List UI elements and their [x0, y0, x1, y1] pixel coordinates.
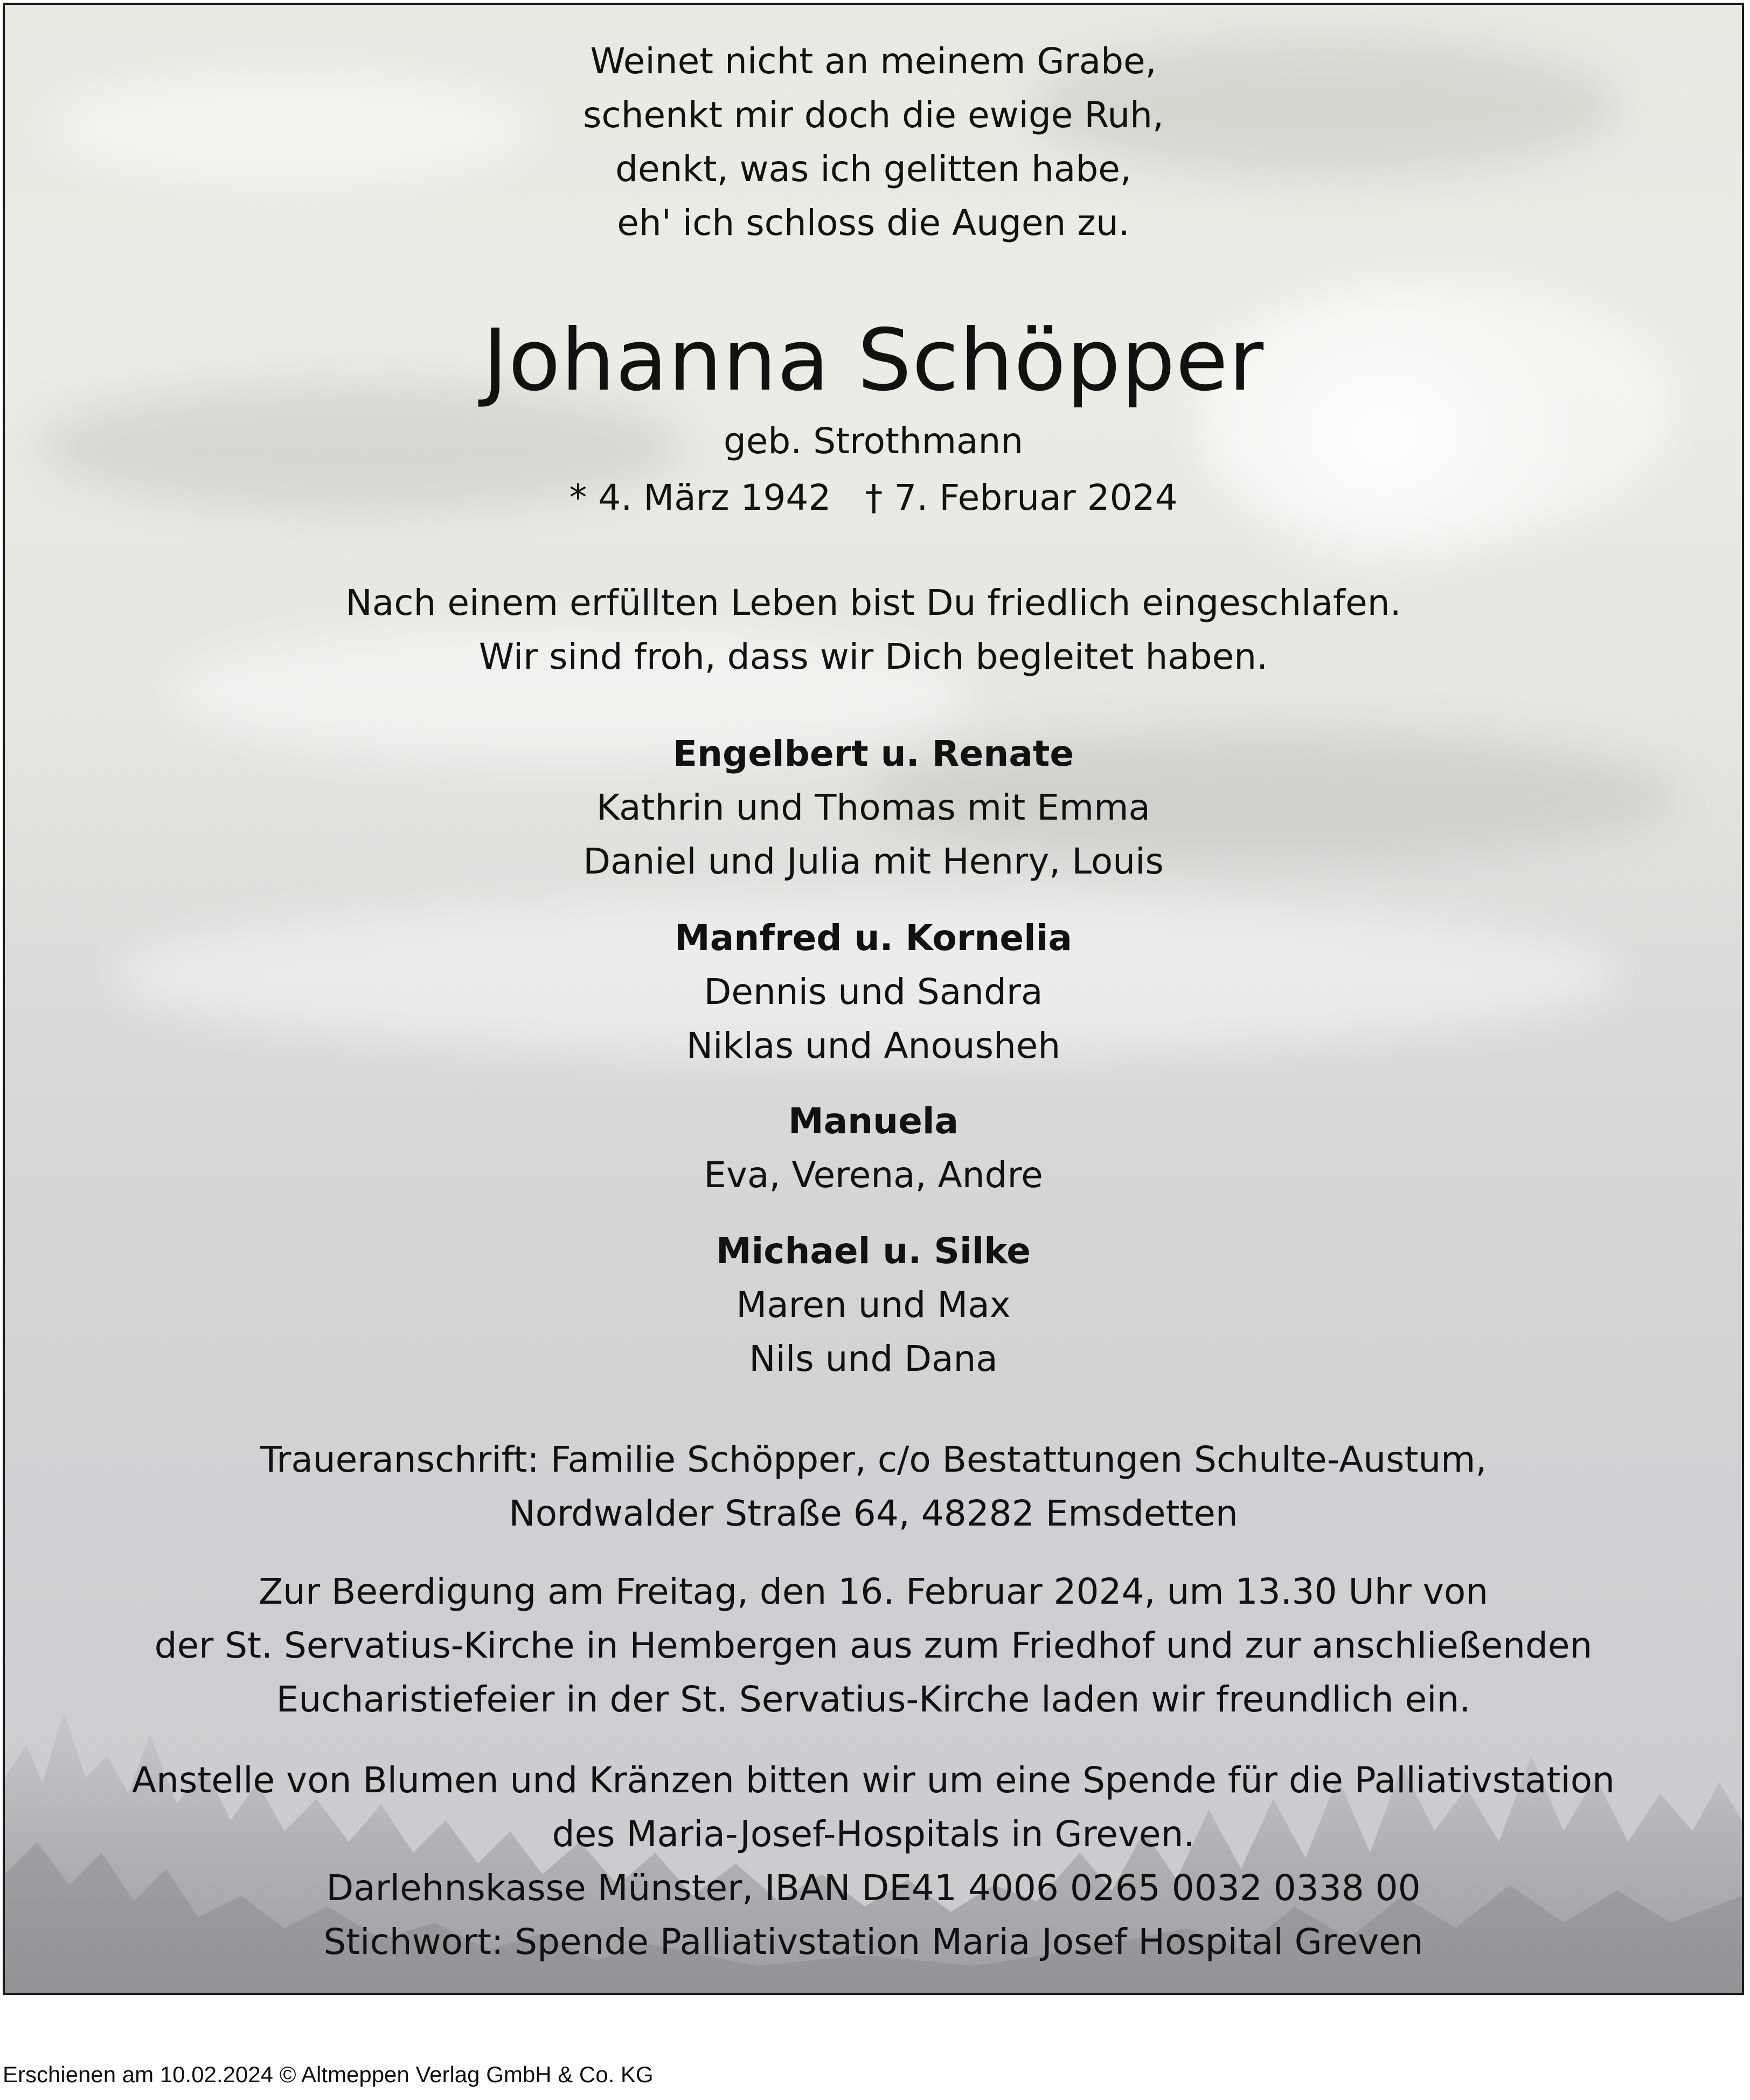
- family-member: Eva, Verena, Andre: [704, 1154, 1043, 1196]
- mourning-address: [5, 1433, 1742, 1541]
- family-head: Manfred u. Kornelia: [675, 917, 1072, 959]
- deceased-name: Johanna Schöpper: [482, 311, 1265, 410]
- donation-request: [5, 1754, 1742, 1969]
- donation-line: Anstelle von Blumen und Kränzen bitten wir um eine Spende für die Palliativstation: [132, 1759, 1615, 1801]
- funeral-line: der St. Servatius-Kirche in Hembergen aus zum Friedhof und zur anschließenden: [154, 1625, 1593, 1666]
- address-line: Nordwalder Straße 64, 48282 Emsdetten: [509, 1493, 1238, 1534]
- funeral-line: Zur Beerdigung am Freitag, den 16. Februar 2024, um 13.30 Uhr von: [258, 1571, 1489, 1612]
- donation-line: Darlehnskasse Münster, IBAN DE41 4006 0265 0032 0338 00: [326, 1867, 1421, 1909]
- intro-text: [5, 576, 1742, 684]
- donation-line: des Maria-Josef-Hospitals in Greven.: [552, 1813, 1195, 1855]
- family-head: Manuela: [788, 1100, 959, 1142]
- family-member: Niklas und Anousheh: [686, 1025, 1061, 1066]
- poem: [5, 34, 1742, 250]
- death-date: † 7. Februar 2024: [865, 477, 1178, 518]
- life-dates: [5, 474, 1742, 522]
- poem-line: Weinet nicht an meinem Grabe,: [590, 40, 1157, 82]
- family-group: [5, 1094, 1742, 1202]
- address-line: Traueranschrift: Familie Schöpper, c/o Bestattungen Schulte-Austum,: [260, 1439, 1487, 1480]
- family-group: [5, 911, 1742, 1073]
- poem-line: eh' ich schloss die Augen zu.: [617, 202, 1130, 244]
- family-member: Kathrin und Thomas mit Emma: [596, 787, 1150, 828]
- funeral-invitation: [5, 1565, 1742, 1727]
- funeral-line: Eucharistiefeier in der St. Servatius-Kirche laden wir freundlich ein.: [276, 1679, 1471, 1720]
- intro-line: Wir sind froh, dass wir Dich begleitet haben.: [478, 636, 1268, 677]
- family-head: Engelbert u. Renate: [672, 733, 1074, 774]
- family-member: Maren und Max: [736, 1284, 1011, 1326]
- birth-date: * 4. März 1942: [569, 477, 831, 518]
- poem-line: denkt, was ich gelitten habe,: [615, 148, 1131, 190]
- poem-line: schenkt mir doch die ewige Ruh,: [583, 94, 1164, 136]
- family-member: Dennis und Sandra: [704, 971, 1043, 1013]
- obituary-notice: [3, 3, 1744, 1995]
- maiden-name: geb. Strothmann: [723, 420, 1024, 462]
- family-head: Michael u. Silke: [716, 1230, 1031, 1272]
- family-member: Daniel und Julia mit Henry, Louis: [583, 841, 1164, 882]
- family-group: [5, 727, 1742, 889]
- intro-line: Nach einem erfüllten Leben bist Du friedlich eingeschlafen.: [345, 582, 1401, 623]
- family-group: [5, 1224, 1742, 1386]
- publication-footer: Erschienen am 10.02.2024 © Altmeppen Verlag GmbH & Co. KG: [3, 2062, 654, 2087]
- family-member: Nils und Dana: [749, 1338, 998, 1380]
- donation-line: Stichwort: Spende Palliativstation Maria Josef Hospital Greven: [323, 1921, 1423, 1963]
